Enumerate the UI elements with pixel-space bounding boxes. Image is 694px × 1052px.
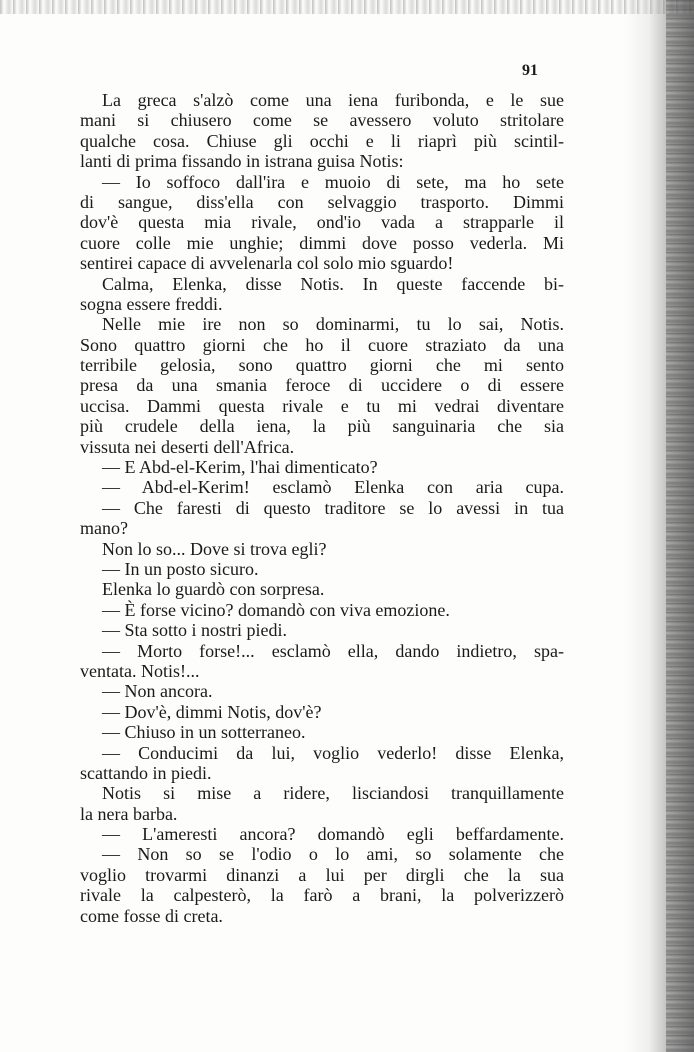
text-line: come fosse di creta. bbox=[80, 905, 223, 926]
text-line: — L'ameresti ancora? domandò egli beffardamente. bbox=[102, 824, 564, 845]
text-line: Nelle mie ire non so dominarmi, tu lo sai, Notis. bbox=[102, 314, 564, 335]
text-line: — Io soffoco dall'ira e muoio di sete, ma ho sete bbox=[102, 171, 564, 192]
text-line: Sono quattro giorni che ho il cuore straziato da una bbox=[80, 334, 564, 355]
text-line: — Abd-el-Kerim! esclamò Elenka con aria cupa. bbox=[102, 477, 564, 498]
text-line: voglio trovarmi dinanzi a lui per dirgli che la sua bbox=[80, 864, 564, 885]
text-line: scattando in piedi. bbox=[80, 762, 212, 783]
text-line: terribile gelosia, sono quattro giorni che mi sento bbox=[80, 355, 564, 376]
text-line: Calma, Elenka, disse Notis. In queste faccende bi- bbox=[102, 273, 564, 294]
text-line: — Che faresti di questo traditore se lo avessi in tua bbox=[102, 497, 564, 518]
text-line: Notis si mise a ridere, lisciandosi tranquillamente bbox=[102, 783, 564, 804]
text-line: presa da una smania feroce di uccidere o di essere bbox=[80, 375, 564, 396]
text-line: la nera barba. bbox=[80, 803, 178, 824]
text-line: più crudele della iena, la più sanguinaria che sia bbox=[80, 416, 564, 437]
text-line: uccisa. Dammi questa rivale e tu mi vedrai diventare bbox=[80, 395, 564, 416]
text-line: — Chiuso in un sotterraneo. bbox=[102, 722, 306, 743]
text-line: Elenka lo guardò con sorpresa. bbox=[102, 579, 325, 600]
text-line: — Conducimi da lui, voglio vederlo! disse Elenka, bbox=[102, 742, 564, 763]
page-number: 91 bbox=[522, 62, 538, 79]
text-line: — Non ancora. bbox=[102, 681, 213, 702]
text-line: mani si chiusero come se avessero voluto stritolare bbox=[80, 110, 564, 131]
text-line: mano? bbox=[80, 518, 128, 539]
scan-edge-top bbox=[0, 0, 694, 14]
body-text bbox=[80, 90, 564, 926]
text-line: La greca s'alzò come una iena furibonda, e le sue bbox=[102, 90, 564, 110]
scan-edge-binding bbox=[624, 0, 694, 1052]
text-line: — Non so se l'odio o lo ami, so solamente che bbox=[102, 844, 564, 865]
text-line: — Sta sotto i nostri piedi. bbox=[102, 620, 288, 641]
text-line: ventata. Notis!... bbox=[80, 660, 200, 681]
text-line: — In un posto sicuro. bbox=[102, 558, 259, 579]
text-line: — E Abd-el-Kerim, l'hai dimenticato? bbox=[102, 457, 378, 478]
text-line: qualche cosa. Chiuse gli occhi e li riaprì più scintil- bbox=[80, 130, 564, 151]
text-line: — È forse vicino? domandò con viva emozione. bbox=[102, 599, 450, 620]
text-line: dov'è questa mia rivale, ond'io vada a strapparle il bbox=[80, 212, 564, 233]
text-line: lanti di prima fissando in istrana guisa Notis: bbox=[80, 151, 404, 172]
text-line: di sangue, diss'ella con selvaggio trasporto. Dimmi bbox=[80, 191, 564, 212]
text-line: Non lo so... Dove si trova egli? bbox=[102, 538, 327, 559]
text-line: sentirei capace di avvelenarla col solo mio sguardo! bbox=[80, 253, 454, 274]
text-line: sogna essere freddi. bbox=[80, 293, 223, 314]
text-line: cuore colle mie unghie; dimmi dove posso vederla. Mi bbox=[80, 232, 564, 253]
text-line: vissuta nei deserti dell'Africa. bbox=[80, 436, 295, 457]
text-line: — Dov'è, dimmi Notis, dov'è? bbox=[102, 701, 322, 722]
text-line: — Morto forse!... esclamò ella, dando indietro, spa- bbox=[102, 640, 564, 661]
text-line: rivale la calpesterò, la farò a brani, la polverizzerò bbox=[80, 885, 564, 906]
